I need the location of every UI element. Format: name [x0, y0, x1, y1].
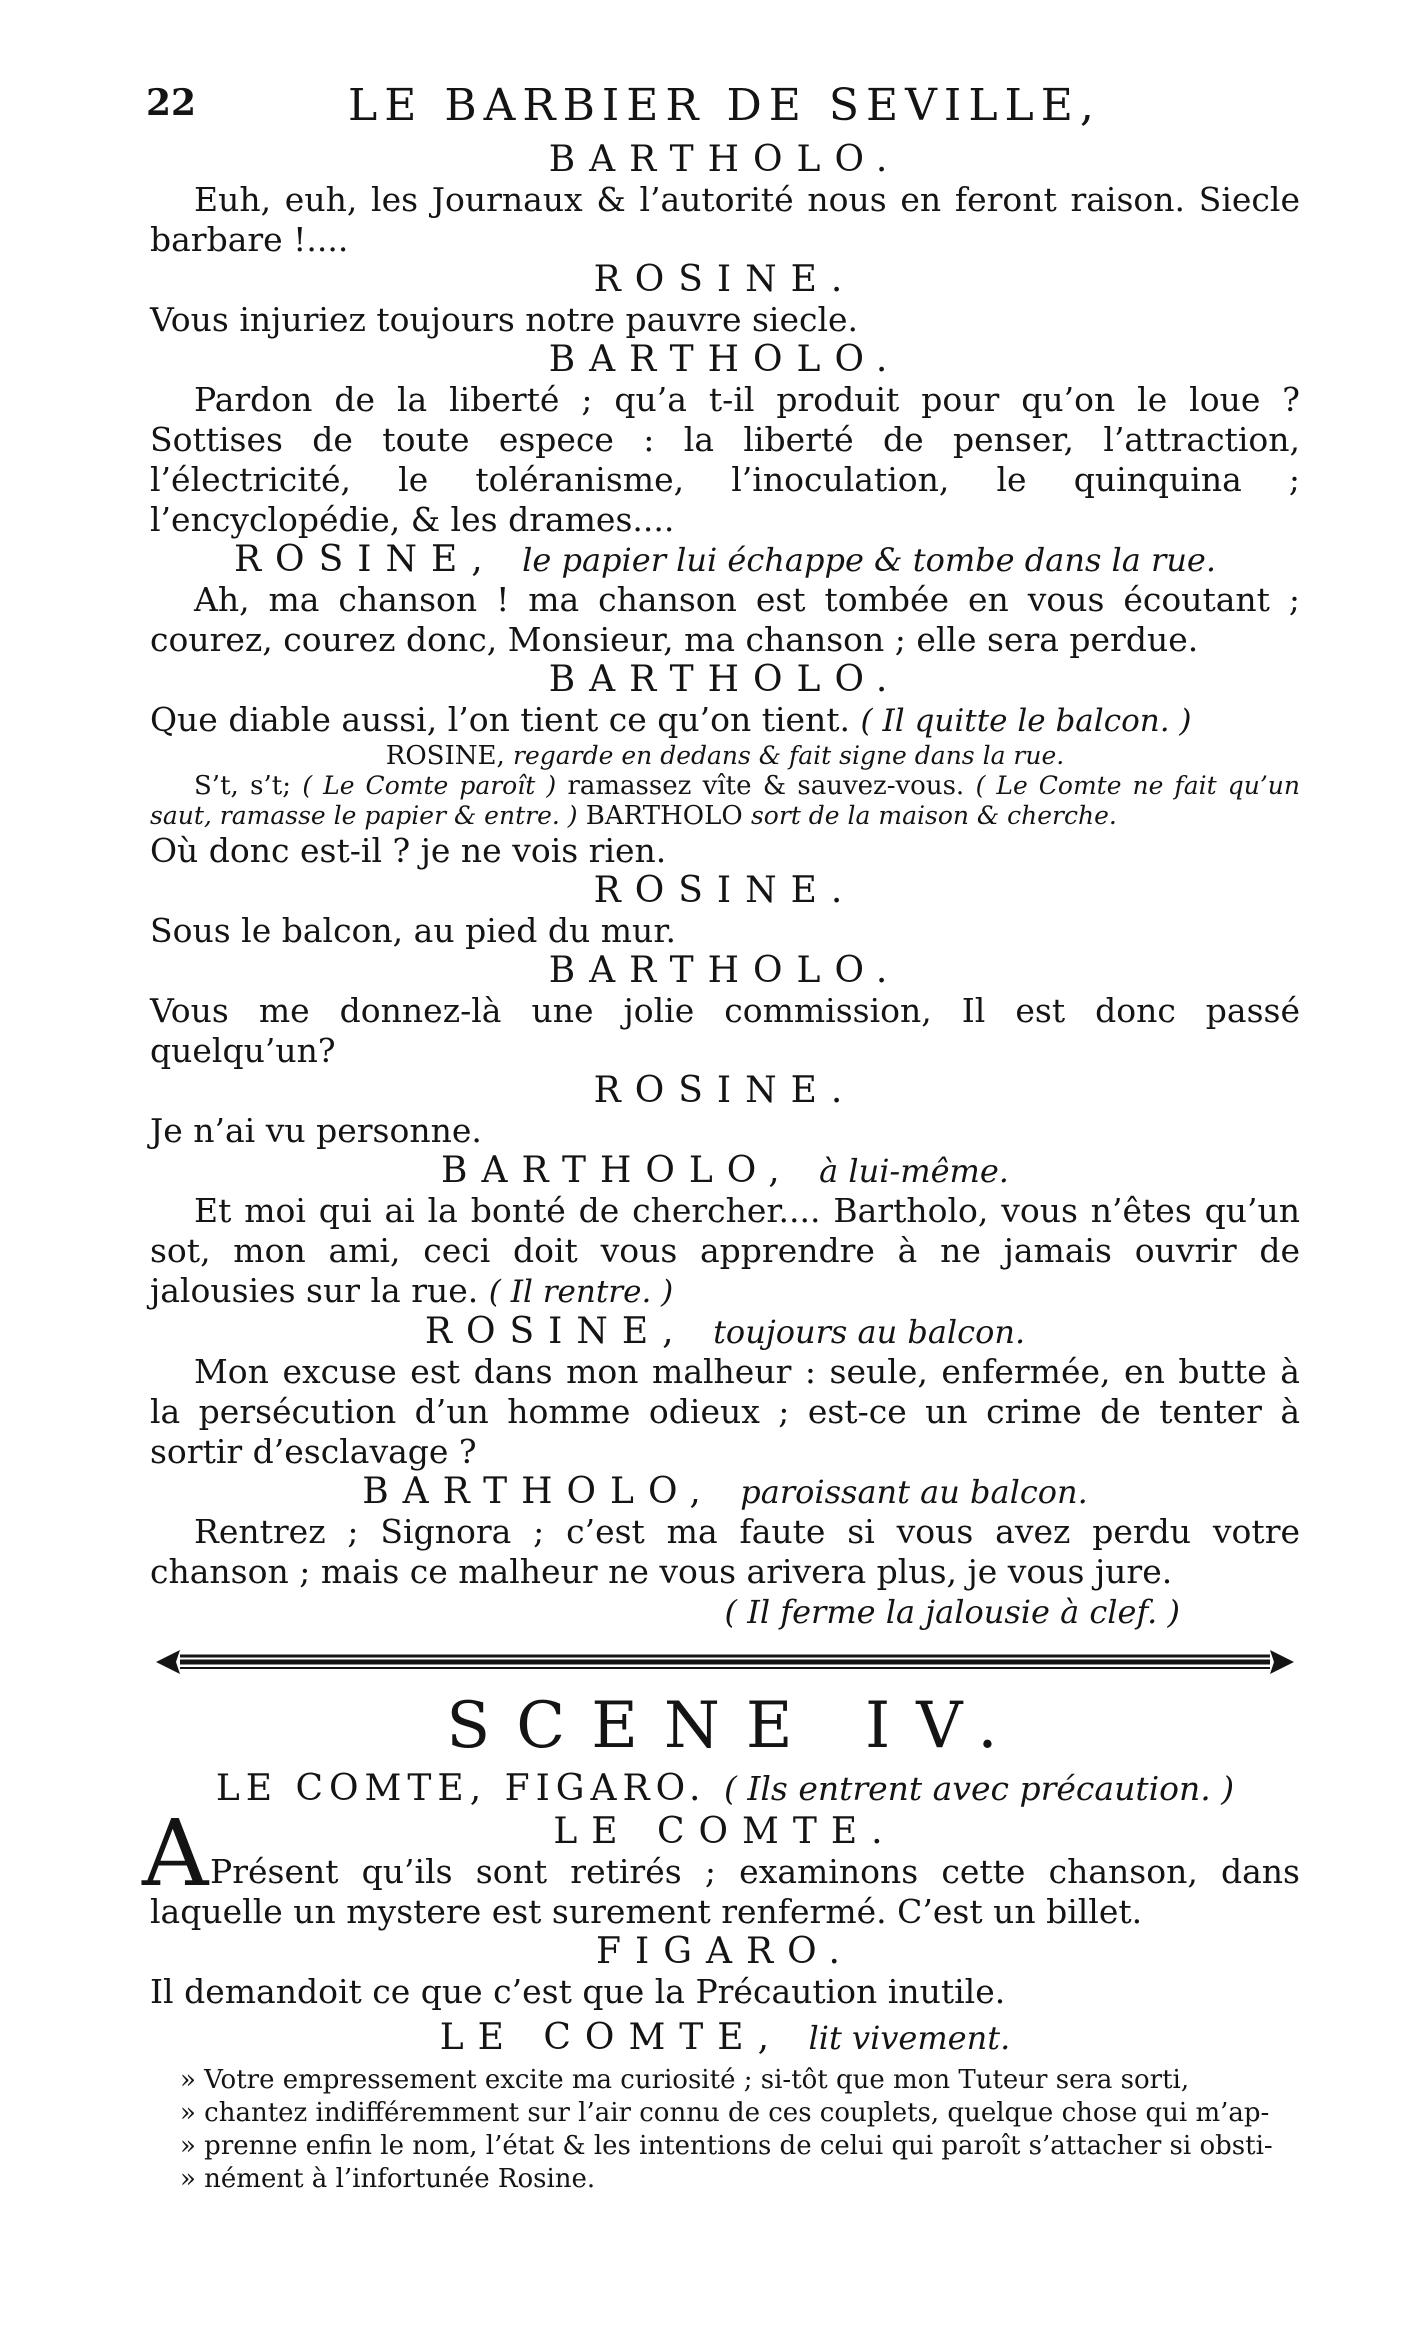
speech-line: Sous le balcon, au pied du mur.: [150, 911, 676, 950]
speaker-name: ROSINE,: [233, 539, 497, 580]
speech-line: Je n’ai vu personne.: [150, 1111, 482, 1150]
stage-direction: ( Il rentre. ): [488, 1274, 674, 1310]
cast-names: LE COMTE, FIGARO.: [215, 1768, 707, 1809]
speaker-name: ROSINE,: [385, 741, 505, 771]
stage-direction: ( Ils entrent avec précaution. ): [723, 1769, 1235, 1808]
stage-direction: ( Le Comte ne fait qu’un saut, ramasse le papier & entre. ): [150, 771, 1300, 830]
speaker-name: BARTHOLO,: [441, 1150, 794, 1191]
page-number: 22: [146, 82, 197, 124]
stage-direction: ( Le Comte paroît ): [302, 771, 557, 800]
drop-cap: A: [142, 1800, 209, 1907]
speaker-figaro: FIGARO.: [596, 1931, 854, 1972]
speaker-bartholo: BARTHOLO.: [548, 139, 902, 180]
speech-line: Pardon de la liberté ; qu’a t-il produit pour qu’on le loue ? Sottises de toute espece : la liberté de penser, l’attraction, l’électricité, le toléranisme, l’inoculation, le quinquina ; l’encyclopédie, & les drames....: [150, 380, 1300, 539]
speech-text: Que diable aussi, l’on tient ce qu’on tient.: [150, 700, 851, 739]
scene-cast: [150, 1766, 1300, 1812]
stage-direction: à lui-même.: [819, 1152, 1009, 1190]
speech-text: S’t, s’t;: [194, 771, 291, 801]
stage-direction: sort de la maison & cherche.: [750, 801, 1117, 830]
running-title: LE BARBIER DE SEVILLE,: [348, 80, 1101, 131]
speaker-rosine: ROSINE.: [593, 1070, 857, 1111]
stage-direction-rosine: [150, 741, 1300, 771]
speech-line: [150, 700, 1300, 741]
book-page: [142, 80, 1300, 2300]
speaker-bartholo: BARTHOLO.: [548, 950, 902, 991]
speech-line: Présent qu’ils sont retirés ; examinons cette chanson, dans laquelle un mystere est surement renfermé. C’est un billet.: [150, 1852, 1300, 1931]
speaker-rosine-with-direction: [150, 540, 1300, 580]
stage-direction: ( Il quitte le balcon. ): [860, 703, 1192, 739]
stage-action-line: [150, 771, 1300, 831]
letter-line: » Votre empressement excite ma curiosité ; si-tôt que mon Tuteur sera sorti,: [180, 2065, 1190, 2095]
speech-text: Et moi qui ai la bonté de chercher.... Bartholo, vous n’êtes qu’un sot, mon ami, ceci doit vous apprendre à ne jamais ouvrir de jalousies sur la rue.: [150, 1191, 1300, 1310]
speaker-name: LE COMTE,: [439, 2017, 784, 2058]
speech-line: Euh, euh, les Journaux & l’autorité nous en feront raison. Siecle barbare !....: [150, 180, 1300, 259]
stage-direction: toujours au balcon.: [713, 1313, 1026, 1351]
speech-line: Où donc est-il ? je ne vois rien.: [150, 831, 667, 870]
running-head: [146, 80, 1300, 140]
speaker-name: ROSINE,: [424, 1311, 688, 1352]
speech-line: Ah, ma chanson ! ma chanson est tombée en vous écoutant ; courez, courez donc, Monsieur, ma chanson ; elle sera perdue.: [150, 580, 1300, 659]
ornamental-rule-graphic: [150, 1642, 1300, 1682]
ornamental-rule: [150, 1642, 1300, 1682]
speaker-name: BARTHOLO: [585, 801, 743, 831]
speaker-name: BARTHOLO,: [362, 1471, 715, 1512]
speaker-rosine-with-direction: [150, 1312, 1300, 1352]
speech-line: [150, 1191, 1300, 1312]
letter-line: » chantez indifféremment sur l’air connu de ces couplets, quelque chose qui m’ap-: [180, 2098, 1270, 2128]
letter-text: [150, 2064, 1300, 2196]
speaker-rosine: ROSINE.: [593, 259, 857, 300]
speaker-rosine: ROSINE.: [593, 870, 857, 911]
speech-line: Il demandoit ce que c’est que la Précaution inutile.: [150, 1972, 1006, 2011]
speaker-bartholo: BARTHOLO.: [548, 659, 902, 700]
speaker-le-comte-with-direction: [150, 2018, 1300, 2058]
speech-line: Mon excuse est dans mon malheur : seule, enfermée, en butte à la persécution d’un homme odieux ; est-ce un crime de tenter à sortir d’esclavage ?: [150, 1352, 1300, 1471]
letter-line: » nément à l’infortunée Rosine.: [180, 2164, 596, 2194]
speech-line: Vous injuriez toujours notre pauvre siecle.: [150, 300, 859, 339]
stage-direction: ( Il ferme la jalousie à clef. ): [724, 1593, 1180, 1631]
speech-line: Vous me donnez-là une jolie commission, Il est donc passé quelqu’un?: [150, 991, 1300, 1070]
speaker-bartholo-with-direction: [150, 1151, 1300, 1191]
stage-direction: le papier lui échappe & tombe dans la rue.: [522, 541, 1217, 579]
scene-title: SCENE IV.: [446, 1689, 1024, 1763]
speaker-bartholo: BARTHOLO.: [548, 339, 902, 380]
stage-direction: regarde en dedans & fait signe dans la rue.: [513, 741, 1065, 770]
letter-line: » prenne enfin le nom, l’état & les intentions de celui qui paroît s’attacher si obsti-: [180, 2131, 1273, 2161]
speech-line: Rentrez ; Signora ; c’est ma faute si vous avez perdu votre chanson ; mais ce malheur ne vous arivera plus, je vous jure.: [150, 1512, 1300, 1591]
speaker-bartholo-with-direction: [150, 1472, 1300, 1512]
speech-text: ramassez vîte & sauvez-vous.: [567, 771, 965, 801]
speaker-le-comte: LE COMTE.: [553, 1811, 897, 1852]
stage-direction: paroissant au balcon.: [740, 1473, 1088, 1511]
stage-direction: lit vivement.: [808, 2019, 1011, 2057]
